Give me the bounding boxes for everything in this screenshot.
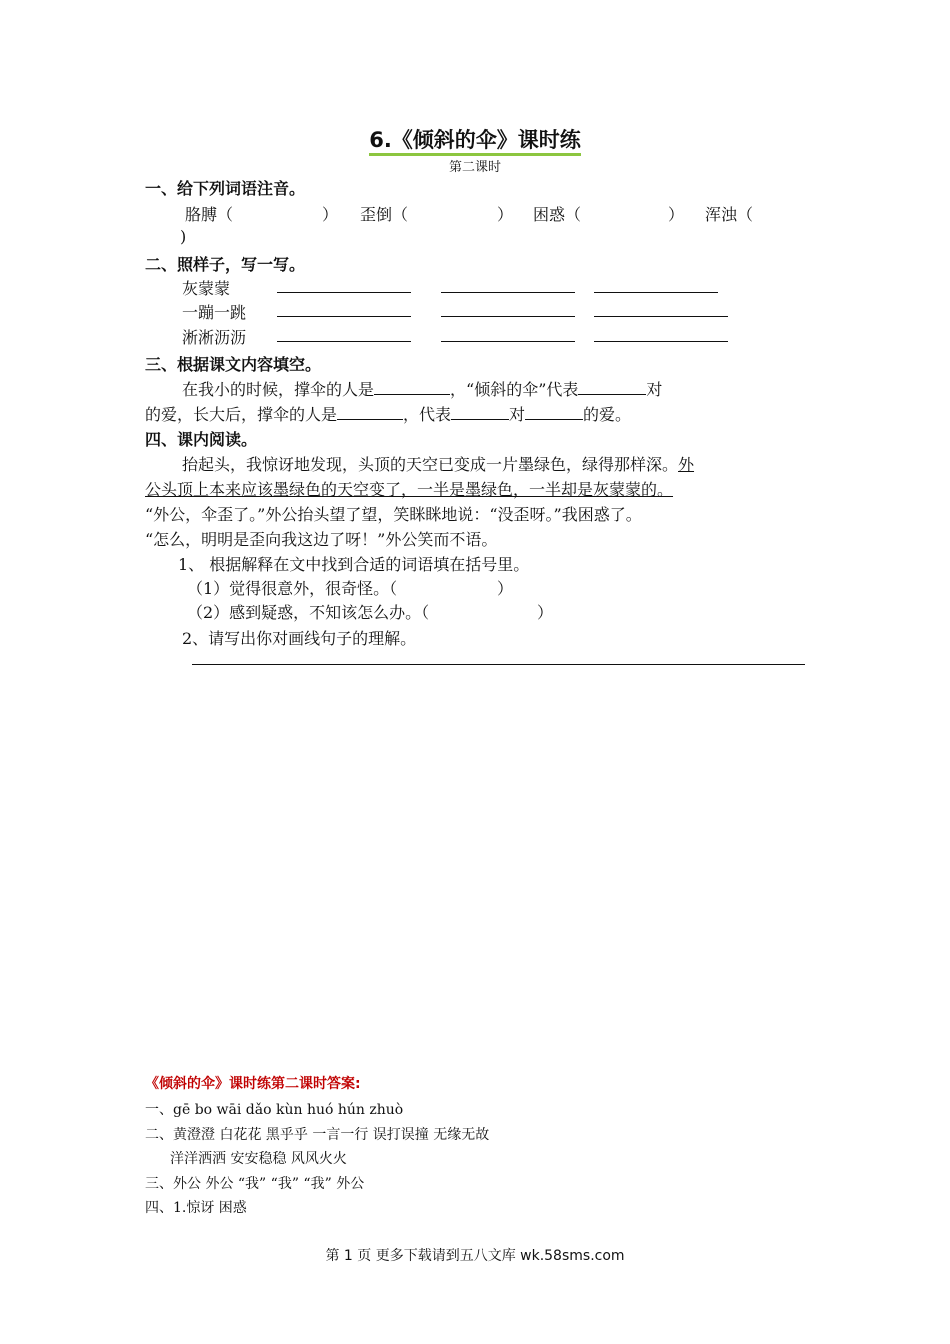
q3-line-1: 在我小的时候，撑伞的人是 ，“倾斜的伞”代表 对 [182,380,663,399]
q4-sub-question-2: 2、请写出你对画线句子的理解。 [182,629,417,648]
q4-sub-item-1-close: ） [497,579,514,598]
answer-line[interactable] [277,341,411,342]
q2-example-1: 灰蒙蒙 [182,279,231,298]
q1-word-3-close: ） [668,205,685,224]
answer-line[interactable] [277,316,411,317]
blank[interactable] [337,403,403,420]
answer-line[interactable] [192,664,805,665]
q4-paragraph-4: “怎么，明明是歪向我这边了呀！”外公笑而不语。 [145,530,498,549]
answer-line[interactable] [594,292,718,293]
answer-2: 二、黄澄澄 白花花 黑乎乎 一言一行 误打误撞 无缘无故 [145,1127,490,1143]
answer-1: 一、gē bo wāi dǎo kùn huó hún zhuò [145,1102,404,1118]
answer-4: 四、1.惊讶 困惑 [145,1200,247,1216]
answer-3: 三、外公 外公 “我” “我” “我” 外公 [145,1176,365,1192]
q2-example-2: 一蹦一跳 [182,303,247,322]
blank[interactable] [374,378,450,395]
answer-line[interactable] [594,316,728,317]
blank[interactable] [451,403,509,420]
page-footer: 第 1 页 更多下载请到五八文库 wk.58sms.com [325,1248,625,1264]
q4-paragraph-3: “外公，伞歪了。”外公抬头望了望，笑眯眯地说：“没歪呀。”我困惑了。 [145,505,642,524]
answer-line[interactable] [277,292,411,293]
blank[interactable] [525,403,583,420]
q4-sub-item-2: （2）感到疑惑，不知该怎么办。（ [187,603,430,622]
q4-sub-item-2-close: ） [537,603,554,622]
q1-word-4: 浑浊（ [705,205,754,224]
q4-sub-question-1: 1、 根据解释在文中找到合适的词语填在括号里。 [178,555,530,574]
q1-word-2-close: ） [497,205,514,224]
blank[interactable] [578,378,646,395]
q3-line-2: 的爱，长大后，撑伞的人是 ，代表 对 的爱。 [145,405,632,424]
answer-2-continued: 洋洋洒洒 安安稳稳 风风火火 [170,1151,347,1167]
q1-word-1-close: ） [322,205,339,224]
answer-line[interactable] [441,292,575,293]
q4-sub-item-1: （1）觉得很意外，很奇怪。（ [187,579,398,598]
answer-line[interactable] [441,316,575,317]
q1-heading: 一、给下列词语注音。 [145,179,306,198]
q1-word-2: 歪倒（ [360,205,409,224]
page-subtitle: 第二课时 [448,160,501,175]
q1-word-3: 困惑（ [533,205,582,224]
q3-heading: 三、根据课文内容填空。 [145,355,322,374]
page-title: 6.《倾斜的伞》课时练 [0,124,950,154]
q4-heading: 四、课内阅读。 [145,430,258,449]
q2-heading: 二、照样子，写一写。 [145,255,306,274]
q4-underlined-sentence: 公头顶上本来应该墨绿色的天空变了，一半是墨绿色，一半却是灰蒙蒙的。 [145,480,674,499]
q4-paragraph-1: 抬起头，我惊讶地发现，头顶的天空已变成一片墨绿色，绿得那样深。外 [182,455,695,474]
q1-close-paren: ) [180,227,187,246]
q2-example-3: 淅淅沥沥 [182,328,247,347]
answer-key-title: 《倾斜的伞》课时练第二课时答案: [145,1076,361,1092]
answer-line[interactable] [441,341,575,342]
q1-word-1: 胳膊（ [185,205,234,224]
answer-line[interactable] [594,341,728,342]
